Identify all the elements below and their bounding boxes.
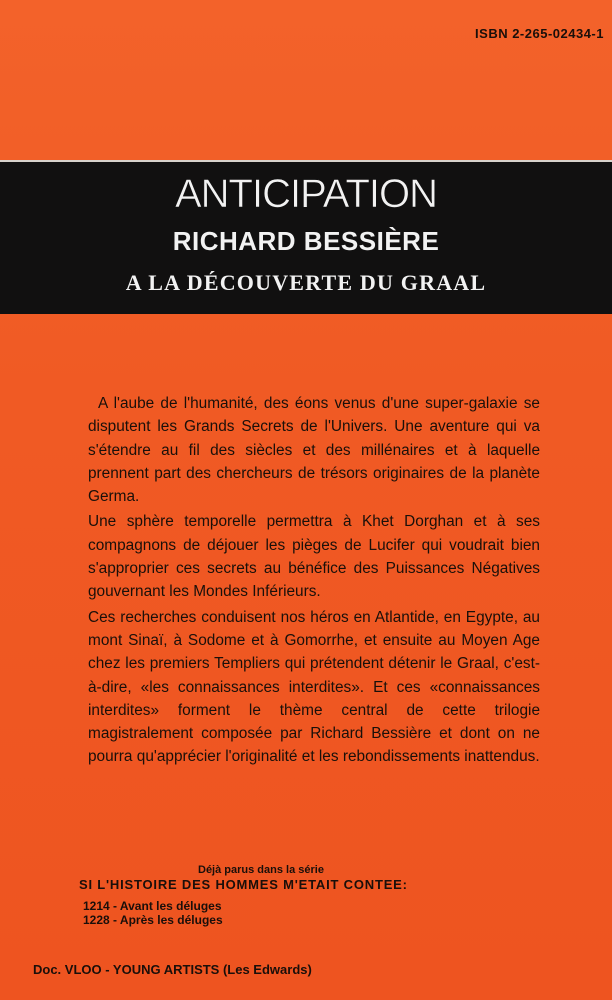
blurb-paragraph: Une sphère temporelle permettra à Khet Dorghan et à ses compagnons de déjouer les pièges de Lucifer qui voudrait bien s'approprier ces secrets au bénéfice des Puissances Négatives gouvernant les Mondes Inférieurs.: [88, 513, 540, 601]
series-book-item: 1228 - Après les déluges: [83, 913, 223, 927]
book-title: A LA DÉCOUVERTE DU GRAAL: [125, 270, 487, 295]
series-list-heading: Déjà parus dans la série: [198, 864, 324, 876]
blurb-paragraph: A l'aube de l'humanité, des éons venus d'une super-galaxie se disputent les Grands Secrets de l'Univers. Une aventure qui va s'étendre au fil des siècles et des millénaires et à laquelle prennent part des chercheurs de trésors originaires de la planète Germa.: [88, 395, 540, 506]
author-name: RICHARD BESSIÈRE: [172, 226, 440, 256]
series-name: ANTICIPATION: [174, 172, 438, 216]
blurb: [88, 392, 540, 771]
blurb-paragraph: Ces recherches conduisent nos héros en Atlantide, en Egypte, au mont Sinaï, à Sodome et à Gomorrhe, et ensuite au Moyen Age chez les premiers Templiers qui prétendent détenir le Graal, c'est-à-dire, «les connaissances interdites». Et ces «connaissances interdites» forment le thème central de cette trilogie magistralement composée par Richard Bessière et dont on ne pourra qu'apprécier l'originalité et les rebondissements inattendus.: [88, 608, 540, 766]
series-list-title: SI L'HISTOIRE DES HOMMES M'ETAIT CONTEE:: [79, 877, 408, 892]
isbn: ISBN 2-265-02434-1: [475, 26, 604, 41]
cover-credit: Doc. VLOO - YOUNG ARTISTS (Les Edwards): [33, 962, 312, 977]
series-book-item: 1214 - Avant les déluges: [83, 899, 222, 913]
